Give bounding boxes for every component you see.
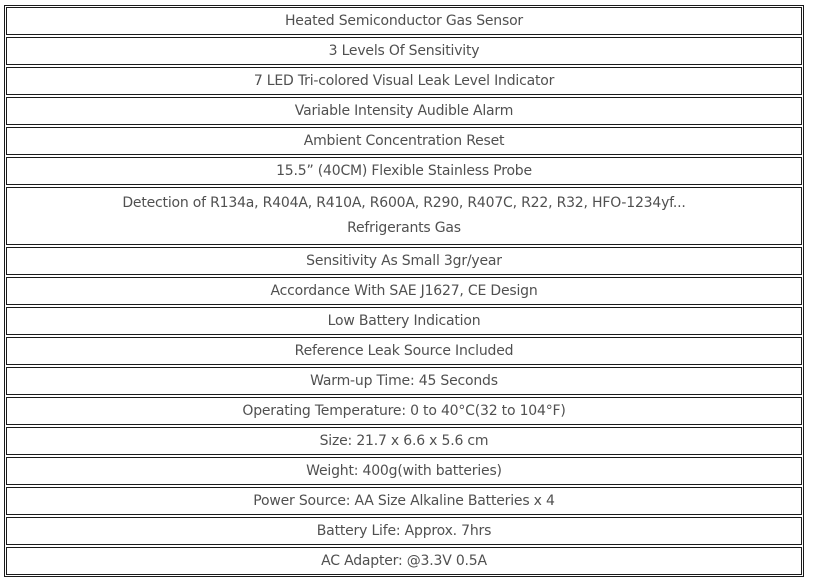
spec-row-sensitivity-levels: 3 Levels Of Sensitivity [6,37,802,65]
spec-row-warm-up: Warm-up Time: 45 Seconds [6,367,802,395]
spec-row-audible-alarm: Variable Intensity Audible Alarm [6,97,802,125]
spec-row-standards: Accordance With SAE J1627, CE Design [6,277,802,305]
spec-row-reference-leak: Reference Leak Source Included [6,337,802,365]
spec-row-led-indicator: 7 LED Tri-colored Visual Leak Level Indicator [6,67,802,95]
spec-row-weight: Weight: 400g(with batteries) [6,457,802,485]
spec-row-detection [6,187,802,245]
spec-row-ac-adapter: AC Adapter: @3.3V 0.5A [6,547,802,575]
spec-row-min-sensitivity: Sensitivity As Small 3gr/year [6,247,802,275]
spec-row-ambient-reset: Ambient Concentration Reset [6,127,802,155]
spec-row-detection-line2: Refrigerants Gas [347,220,461,236]
spec-row-operating-temp: Operating Temperature: 0 to 40°C(32 to 104°F) [6,397,802,425]
spec-row-sensor: Heated Semiconductor Gas Sensor [6,7,802,35]
spec-row-low-battery: Low Battery Indication [6,307,802,335]
spec-table [4,5,804,577]
spec-row-probe: 15.5” (40CM) Flexible Stainless Probe [6,157,802,185]
spec-row-detection-line1: Detection of R134a, R404A, R410A, R600A, R290, R407C, R22, R32, HFO-1234yf... [122,195,686,211]
spec-row-size: Size: 21.7 x 6.6 x 5.6 cm [6,427,802,455]
spec-row-battery-life: Battery Life: Approx. 7hrs [6,517,802,545]
spec-row-power-source: Power Source: AA Size Alkaline Batteries x 4 [6,487,802,515]
